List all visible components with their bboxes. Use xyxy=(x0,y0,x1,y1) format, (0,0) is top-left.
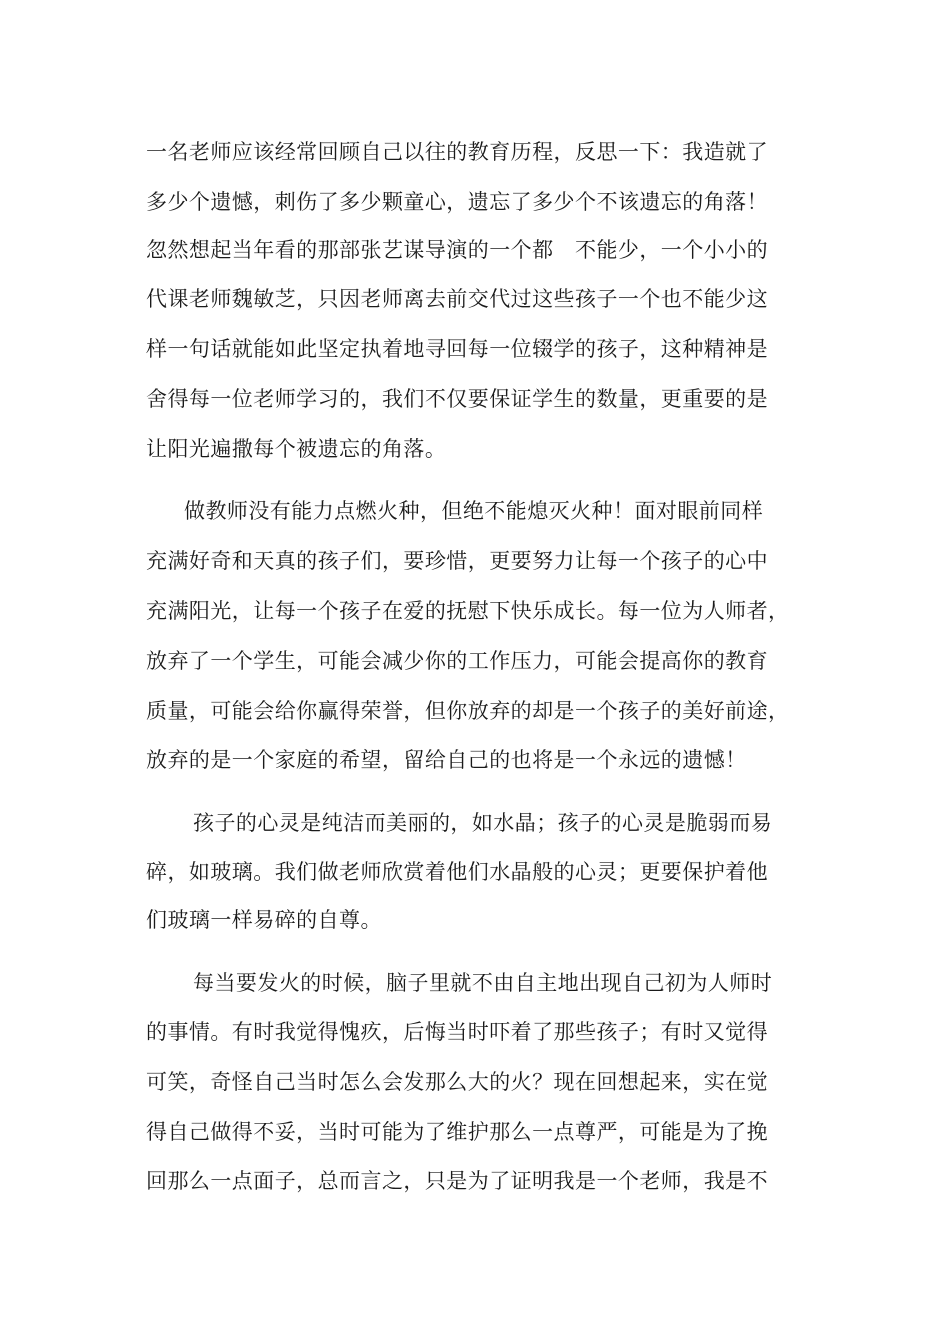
text-line: 孩子的心灵是纯洁而美丽的，如水晶；孩子的心灵是脆弱而易 xyxy=(193,811,773,835)
text-line: 代课老师魏敏芝，只因老师离去前交代过这些孩子一个也不能少这 xyxy=(146,287,769,311)
text-line: 们玻璃一样易碎的自尊。 xyxy=(146,908,382,932)
text-line: 一名老师应该经常回顾自己以往的教育历程，反思一下：我造就了 xyxy=(146,140,769,164)
text-line: 放弃的是一个家庭的希望，留给自己的也将是一个永远的遗憾！ xyxy=(146,748,747,772)
text-line: 放弃了一个学生，可能会减少你的工作压力，可能会提高你的教育 xyxy=(146,649,769,673)
text-line: 忽然想起当年看的那部张艺谋导演的一个都 不能少，一个小小的 xyxy=(146,238,769,262)
text-line: 多少个遗憾，刺伤了多少颗童心，遗忘了多少个不该遗忘的角落！ xyxy=(146,190,769,214)
text-line: 可笑，奇怪自己当时怎么会发那么大的火？现在回想起来，实在觉 xyxy=(146,1070,769,1094)
text-line: 每当要发火的时候，脑子里就不由自主地出现自己初为人师时 xyxy=(193,971,773,995)
text-line: 舍得每一位老师学习的，我们不仅要保证学生的数量，更重要的是 xyxy=(146,387,769,411)
text-line: 的事情。有时我觉得愧疚，后悔当时吓着了那些孩子；有时又觉得 xyxy=(146,1020,769,1044)
text-line: 碎，如玻璃。我们做老师欣赏着他们水晶般的心灵；更要保护着他 xyxy=(146,860,769,884)
text-line: 样一句话就能如此坚定执着地寻回每一位辍学的孩子，这种精神是 xyxy=(146,337,769,361)
text-line: 回那么一点面子，总而言之，只是为了证明我是一个老师，我是不 xyxy=(146,1169,769,1193)
text-line: 质量，可能会给你赢得荣誉，但你放弃的却是一个孩子的美好前途， xyxy=(146,699,790,723)
text-line: 让阳光遍撒每个被遗忘的角落。 xyxy=(146,437,447,461)
text-line: 充满好奇和天真的孩子们，要珍惜，更要努力让每一个孩子的心中 xyxy=(146,549,769,573)
text-line: 得自己做得不妥，当时可能为了维护那么一点尊严，可能是为了挽 xyxy=(146,1120,769,1144)
text-line: 做教师没有能力点燃火种，但绝不能熄灭火种！面对眼前同样 xyxy=(184,499,764,523)
text-line: 充满阳光，让每一个孩子在爱的抚慰下快乐成长。每一位为人师者， xyxy=(146,599,790,623)
